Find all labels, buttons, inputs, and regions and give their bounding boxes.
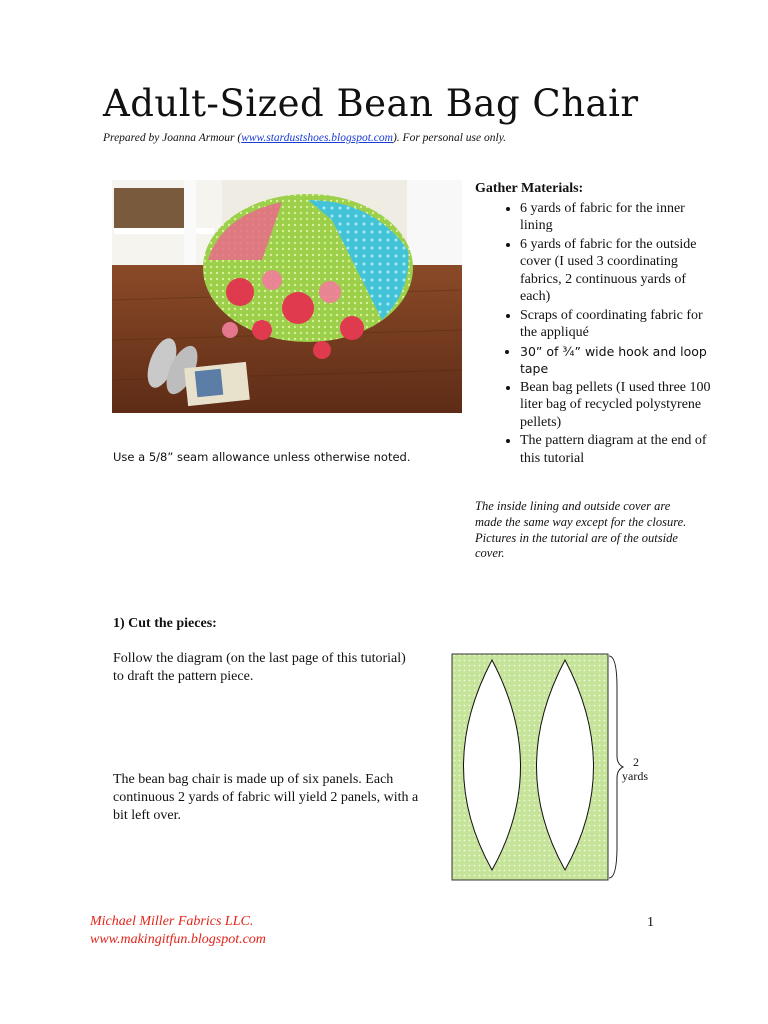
byline-prefix: Prepared by Joanna Armour ( — [103, 132, 242, 144]
materials-heading: Gather Materials: — [475, 181, 584, 196]
lining-note: The inside lining and outside cover are made the same way except for the closure. Pictures in the tutorial are of the outside cover. — [475, 499, 687, 561]
materials-list — [475, 200, 715, 468]
byline — [103, 132, 506, 144]
dimension-value: 2 — [633, 755, 639, 769]
footer-company: Michael Miller Fabrics LLC. — [90, 914, 254, 929]
page-title: Adult-Sized Bean Bag Chair — [103, 82, 639, 125]
materials-item: • 6 yards of fabric for the inner lining — [520, 200, 715, 235]
step-1-heading: 1) Cut the pieces: — [113, 616, 217, 631]
bean-bag-chair-photo — [112, 180, 462, 413]
dimension-brace — [609, 656, 623, 878]
seam-allowance-note: Use a 5/8” seam allowance unless otherwise noted. — [113, 450, 411, 464]
pattern-diagram — [447, 648, 657, 884]
materials-item: • 6 yards of fabric for the outside cover (I used 3 coordinating fabrics, 2 continuous yards of each) — [520, 236, 715, 306]
dimension-unit: yards — [622, 769, 648, 783]
step-1-paragraph-panels: The bean bag chair is made up of six panels. Each continuous 2 yards of fabric will yield 2 panels, with a bit left over. — [113, 772, 419, 823]
materials-item: • Scraps of coordinating fabric for the appliqué — [520, 307, 715, 342]
step-1-paragraph-diagram: Follow the diagram (on the last page of this tutorial) to draft the pattern piece. — [113, 651, 406, 684]
materials-section — [475, 180, 715, 468]
footer-website-link[interactable]: www.makingitfun.blogspot.com — [90, 932, 266, 947]
page-number: 1 — [647, 915, 654, 930]
byline-suffix: ). For personal use only. — [392, 132, 507, 144]
materials-item: • 30” of ¾” wide hook and loop tape — [520, 343, 715, 378]
materials-item: • Bean bag pellets (I used three 100 liter bag of recycled polystyrene pellets) — [520, 379, 715, 432]
materials-item: • The pattern diagram at the end of this tutorial — [520, 432, 715, 467]
author-blog-link[interactable]: www.stardustshoes.blogspot.com — [241, 132, 393, 144]
